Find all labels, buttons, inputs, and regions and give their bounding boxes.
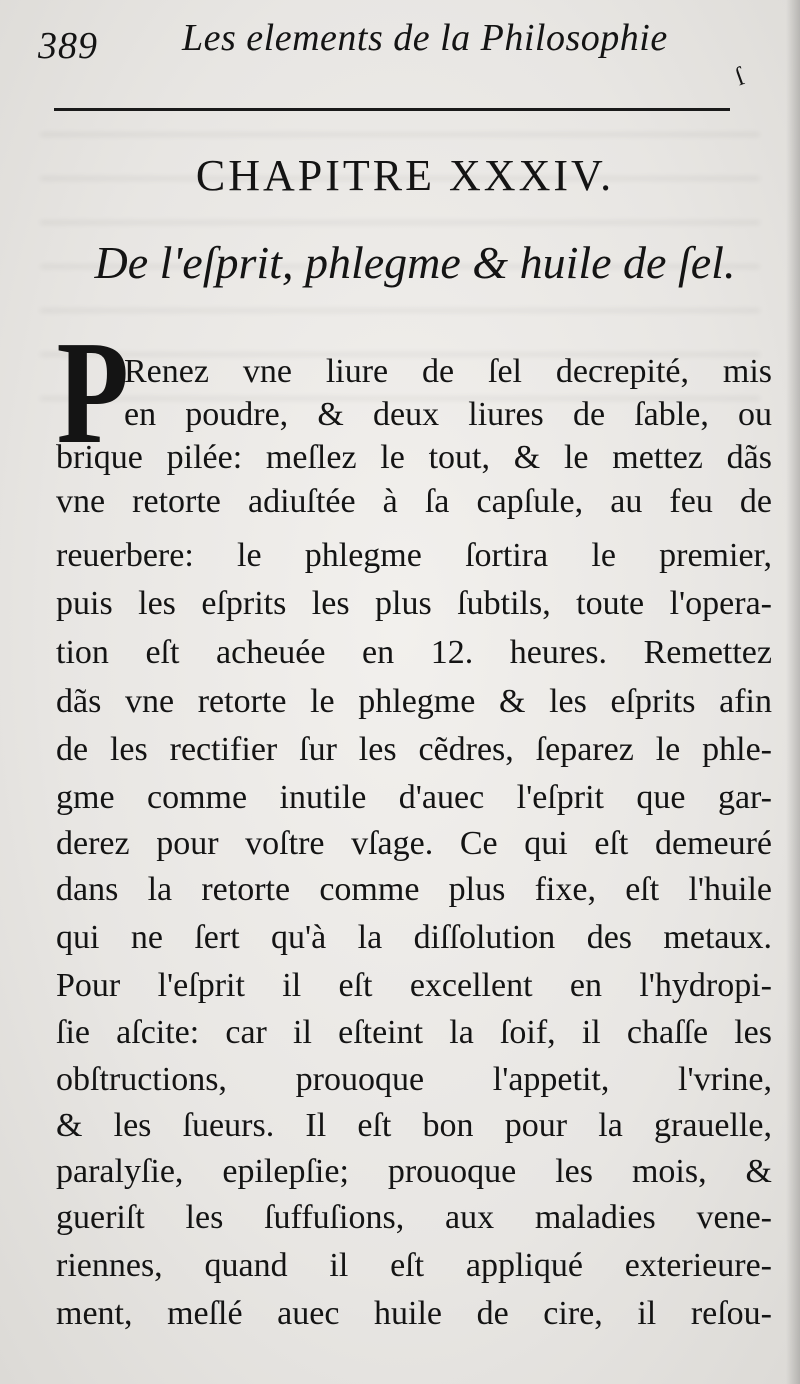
text-line: en poudre, & deux liures de ſable, ou (124, 396, 772, 433)
text-line: dãs vne retorte le phlegme & les eſprits afin (56, 683, 772, 720)
text-line: obſtructions, prouoque l'appetit, l'vrine, (56, 1061, 772, 1098)
text-line: qui ne ſert qu'à la diſſolution des metaux. (56, 919, 772, 956)
chapter-subtitle: De l'eſprit, phlegme & huile de ſel. (94, 237, 736, 288)
text-line: brique pilée: meſlez le tout, & le mettez dãs (56, 439, 772, 476)
text-line: gueriſt les ſuffuſions, aux maladies vene- (56, 1199, 772, 1236)
text-line: ment, meſlé auec huile de cire, il reſou- (56, 1295, 772, 1332)
chapter-title: CHAPITRE XXXIV. (195, 151, 615, 200)
text-line: puis les eſprits les plus ſubtils, toute l'opera- (56, 585, 772, 622)
text-line: vne retorte adiuſtée à ſa capſule, au feu de (56, 483, 772, 520)
text-line: Renez vne liure de ſel decrepité, mis (124, 353, 772, 390)
text-line: reuerbere: le phlegme ſortira le premier, (56, 537, 772, 574)
page-number: 389 (38, 25, 98, 67)
page-edge-shadow (786, 0, 800, 1384)
text-line: dans la retorte comme plus fixe, eſt l'huile (56, 871, 772, 908)
corner-mark: ſ (731, 61, 748, 92)
text-line: tion eſt acheuée en 12. heures. Remettez (56, 634, 772, 671)
text-line: paralyſie, epilepſie; prouoque les mois, & (56, 1153, 772, 1190)
text-line: Pour l'eſprit il eſt excellent en l'hydropi- (56, 967, 772, 1004)
header-rule (54, 108, 730, 111)
text-line: derez pour voſtre vſage. Ce qui eſt demeuré (56, 825, 772, 862)
text-line: ſie aſcite: car il eſteint la ſoif, il chaſſe les (56, 1014, 772, 1051)
running-head: Les elements de la Philosophie (182, 17, 668, 59)
text-line: de les rectifier ſur les cẽdres, ſeparez le phle- (56, 731, 772, 768)
text-line: & les ſueurs. Il eſt bon pour la grauelle, (56, 1107, 772, 1144)
drop-cap: P (56, 311, 129, 475)
text-line: gme comme inutile d'auec l'eſprit que gar- (56, 779, 772, 816)
text-line: riennes, quand il eſt appliqué exterieure- (56, 1247, 772, 1284)
